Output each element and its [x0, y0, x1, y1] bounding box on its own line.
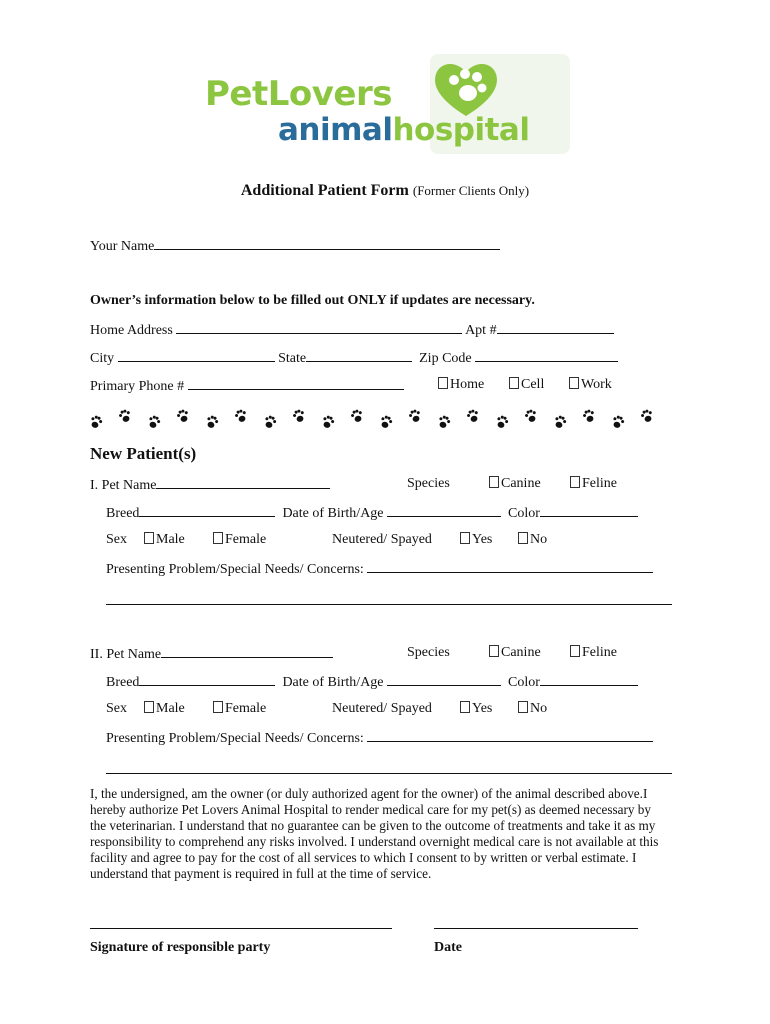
pet-2-name-field[interactable]: [161, 645, 333, 658]
paw-print-icon: [553, 414, 568, 429]
checkbox-icon: [213, 701, 223, 713]
pet-1-problem-label: Presenting Problem/Special Needs/ Concerns:: [106, 562, 364, 577]
logo-text-animal-hospital: animalhospital: [278, 112, 530, 148]
new-patients-heading: New Patient(s): [90, 444, 197, 463]
paw-print-icon: [147, 414, 162, 429]
zip-field[interactable]: [475, 349, 618, 362]
pet-2-neutered-no[interactable]: No: [518, 701, 547, 717]
pet-2-sex-label: Sex: [106, 701, 127, 716]
your-name-label: Your Name: [90, 239, 155, 254]
checkbox-icon: [460, 701, 470, 713]
paw-print-icon: [176, 408, 191, 423]
pet-2-name-label: II. Pet Name: [90, 647, 162, 662]
logo-text-petlovers: PetLovers: [205, 74, 392, 114]
pet-1-dob-field[interactable]: [387, 504, 501, 517]
pet-2-name-row: [90, 645, 333, 663]
pet-2-problem-row: [106, 729, 653, 747]
pet-2-problem-label: Presenting Problem/Special Needs/ Concerns:: [106, 731, 364, 746]
checkbox-icon: [460, 532, 470, 544]
pet-2-sex-female[interactable]: Female: [213, 701, 266, 717]
paw-print-icon: [640, 408, 655, 423]
paw-print-icon: [292, 408, 307, 423]
pet-2-breed-label: Breed: [106, 675, 140, 690]
paw-print-icon: [89, 414, 104, 429]
pet-1-color-label: Color: [508, 506, 540, 521]
phone-type-work[interactable]: Work: [569, 377, 612, 393]
pet-1-dob-label: Date of Birth/Age: [282, 506, 384, 521]
pet-1-problem-field[interactable]: [367, 560, 653, 573]
pet-1-neutered-yes[interactable]: Yes: [460, 532, 492, 548]
signature-label: Signature of responsible party: [90, 940, 271, 955]
paw-print-icon: [466, 408, 481, 423]
pet-1-breed-row: [106, 504, 638, 522]
pet-2-species-feline[interactable]: Feline: [570, 645, 617, 661]
phone-field[interactable]: [188, 377, 404, 390]
pet-2-dob-label: Date of Birth/Age: [282, 675, 384, 690]
pet-1-problem-row: [106, 560, 653, 578]
city-field[interactable]: [118, 349, 275, 362]
pet-1-species-label: Species: [407, 476, 450, 491]
pet-1-species-feline[interactable]: Feline: [570, 476, 617, 492]
pet-1-name-row: [90, 476, 330, 494]
checkbox-icon: [144, 701, 154, 713]
city-label: City: [90, 351, 115, 366]
paw-print-icon: [379, 414, 394, 429]
pet-2-color-label: Color: [508, 675, 540, 690]
apt-field[interactable]: [497, 321, 614, 334]
checkbox-icon: [144, 532, 154, 544]
pet-2-neutered-label: Neutered/ Spayed: [332, 701, 432, 716]
phone-label: Primary Phone #: [90, 379, 185, 394]
phone-type-cell[interactable]: Cell: [509, 377, 544, 393]
home-address-label: Home Address: [90, 323, 173, 338]
state-label: State: [278, 351, 307, 366]
form-title: [0, 182, 770, 200]
pet-2-problem-field[interactable]: [367, 729, 653, 742]
paw-print-icon: [582, 408, 597, 423]
paw-print-icon: [350, 408, 365, 423]
pet-1-problem-field-line2[interactable]: [106, 604, 672, 605]
form-subtitle: (Former Clients Only): [412, 183, 530, 198]
pet-1-name-field[interactable]: [156, 476, 330, 489]
pet-2-dob-field[interactable]: [387, 673, 501, 686]
pet-1-species-canine[interactable]: Canine: [489, 476, 541, 492]
paw-print-icon: [524, 408, 539, 423]
paw-heart-logo-icon: [430, 56, 502, 120]
pet-1-name-label: I. Pet Name: [90, 478, 157, 493]
your-name-field[interactable]: [154, 237, 500, 250]
city-state-zip-row: [90, 349, 618, 367]
checkbox-icon: [509, 377, 519, 389]
paw-print-icon: [205, 414, 220, 429]
pet-1-sex-label: Sex: [106, 532, 127, 547]
pet-2-sex-male[interactable]: Male: [144, 701, 185, 717]
pet-1-sex-female[interactable]: Female: [213, 532, 266, 548]
phone-type-home[interactable]: Home: [438, 377, 484, 393]
consent-paragraph: I, the undersigned, am the owner (or duly authorized agent for the owner) of the animal described above.I hereby authorize Pet Lovers Animal Hospital to render medical care for my pet(s) as deemed necessary by the veterinarian. I understand that no guarantee can be given to the outcome of treatments and take it as my responsibility to comprehend any risks involved. I understand overnight medical care is not available at this facility and agree to pay for the cost of all services to which I consent to by written or verbal estimate. I understand that payment is required in full at the time of service.: [90, 786, 659, 881]
form-title-main: Additional Patient Form: [240, 182, 409, 199]
checkbox-icon: [489, 645, 499, 657]
checkbox-icon: [518, 701, 528, 713]
pet-2-species-canine[interactable]: Canine: [489, 645, 541, 661]
checkbox-icon: [213, 532, 223, 544]
checkbox-icon: [570, 476, 580, 488]
home-address-row: [90, 321, 614, 339]
checkbox-icon: [518, 532, 528, 544]
your-name-row: [90, 237, 500, 255]
paw-print-icon: [234, 408, 249, 423]
pet-2-problem-field-line2[interactable]: [106, 773, 672, 774]
paw-print-icon: [408, 408, 423, 423]
home-address-field[interactable]: [176, 321, 462, 334]
apt-label: Apt #: [465, 323, 497, 338]
paw-print-icon: [263, 414, 278, 429]
pet-1-sex-male[interactable]: Male: [144, 532, 185, 548]
pet-2-species-label: Species: [407, 645, 450, 660]
checkbox-icon: [569, 377, 579, 389]
signature-field[interactable]: [90, 928, 392, 929]
pet-2-breed-row: [106, 673, 638, 691]
checkbox-icon: [438, 377, 448, 389]
pet-1-breed-field[interactable]: [139, 504, 275, 517]
owner-note: Owner’s information below to be filled out ONLY if updates are necessary.: [90, 293, 535, 308]
phone-row: [90, 377, 404, 395]
checkbox-icon: [489, 476, 499, 488]
paw-print-divider: [88, 404, 676, 434]
pet-1-color-field[interactable]: [540, 504, 638, 517]
paw-print-icon: [118, 408, 133, 423]
zip-label: Zip Code: [419, 351, 472, 366]
pet-1-neutered-no[interactable]: No: [518, 532, 547, 548]
checkbox-icon: [570, 645, 580, 657]
pet-2-breed-field[interactable]: [139, 673, 275, 686]
pet-2-neutered-yes[interactable]: Yes: [460, 701, 492, 717]
pet-1-breed-label: Breed: [106, 506, 140, 521]
paw-print-icon: [495, 414, 510, 429]
paw-print-icon: [437, 414, 452, 429]
paw-print-icon: [321, 414, 336, 429]
paw-print-icon: [611, 414, 626, 429]
date-label: Date: [434, 940, 462, 955]
pet-2-color-field[interactable]: [540, 673, 638, 686]
pet-1-neutered-label: Neutered/ Spayed: [332, 532, 432, 547]
date-field[interactable]: [434, 928, 638, 929]
state-field[interactable]: [306, 349, 412, 362]
